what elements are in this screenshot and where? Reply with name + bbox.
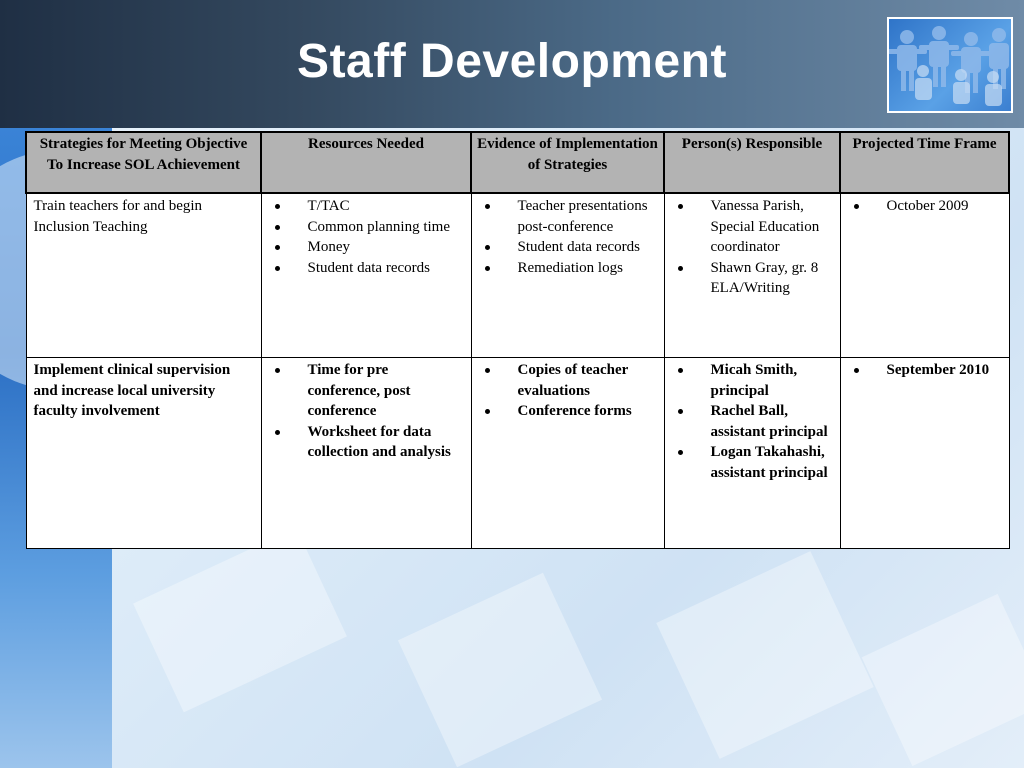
paper-people-chain-icon (887, 17, 1013, 113)
background-shape (133, 528, 347, 713)
bullet-icon (275, 245, 280, 250)
table-row (26, 193, 1009, 358)
header-resources: Resources Needed (261, 132, 471, 193)
bullet-icon (275, 204, 280, 209)
bullet-icon (275, 225, 280, 230)
background-shape (398, 573, 602, 768)
header-time-frame: Projected Time Frame (840, 132, 1009, 193)
strategy-cell: Implement clinical supervision and increase local university faculty involvement (26, 358, 261, 549)
list-item: Logan Takahashi, assistant principal (672, 442, 834, 483)
bullet-icon (678, 266, 683, 271)
header-strategies: Strategies for Meeting Objective To Increase SOL Achievement (26, 132, 261, 193)
bullet-icon (485, 409, 490, 414)
background-shape (656, 551, 873, 759)
bullet-icon (485, 368, 490, 373)
list-item: Common planning time (269, 217, 465, 238)
list-item: Remediation logs (479, 258, 658, 279)
list-item: Worksheet for data collection and analysis (269, 422, 465, 463)
staff-development-table (25, 131, 1010, 549)
list-item: Copies of teacher evaluations (479, 360, 658, 401)
list-item: Conference forms (479, 401, 658, 422)
evidence-cell (471, 358, 664, 549)
list-item: Money (269, 237, 465, 258)
list-item: October 2009 (848, 196, 1003, 217)
table-row (26, 358, 1009, 549)
header-evidence: Evidence of Implementation of Strategies (471, 132, 664, 193)
list-item: Teacher presentations post-conference (479, 196, 658, 237)
bullet-icon (854, 368, 859, 373)
bullet-icon (678, 409, 683, 414)
list-item: T/TAC (269, 196, 465, 217)
list-item: September 2010 (848, 360, 1003, 381)
slide-title: Staff Development (297, 35, 727, 88)
bullet-icon (275, 430, 280, 435)
evidence-cell (471, 193, 664, 358)
list-item: Vanessa Parish, Special Education coordinator (672, 196, 834, 258)
list-item: Time for pre conference, post conference (269, 360, 465, 422)
table-header-row (26, 132, 1009, 193)
bullet-icon (275, 266, 280, 271)
time-frame-cell (840, 193, 1009, 358)
bullet-icon (678, 368, 683, 373)
resources-cell (261, 358, 471, 549)
background-shape (862, 594, 1024, 766)
resources-cell (261, 193, 471, 358)
bullet-icon (275, 368, 280, 373)
bullet-icon (854, 204, 859, 209)
bullet-icon (485, 204, 490, 209)
list-item: Student data records (479, 237, 658, 258)
list-item: Student data records (269, 258, 465, 279)
bullet-icon (485, 245, 490, 250)
bullet-icon (485, 266, 490, 271)
list-item: Micah Smith, principal (672, 360, 834, 401)
persons-cell (664, 193, 840, 358)
header-persons: Person(s) Responsible (664, 132, 840, 193)
strategy-cell: Train teachers for and begin Inclusion Teaching (26, 193, 261, 358)
bullet-icon (678, 450, 683, 455)
slide-header (0, 0, 1024, 128)
time-frame-cell (840, 358, 1009, 549)
list-item: Rachel Ball, assistant principal (672, 401, 834, 442)
persons-cell (664, 358, 840, 549)
bullet-icon (678, 204, 683, 209)
list-item: Shawn Gray, gr. 8 ELA/Writing (672, 258, 834, 299)
